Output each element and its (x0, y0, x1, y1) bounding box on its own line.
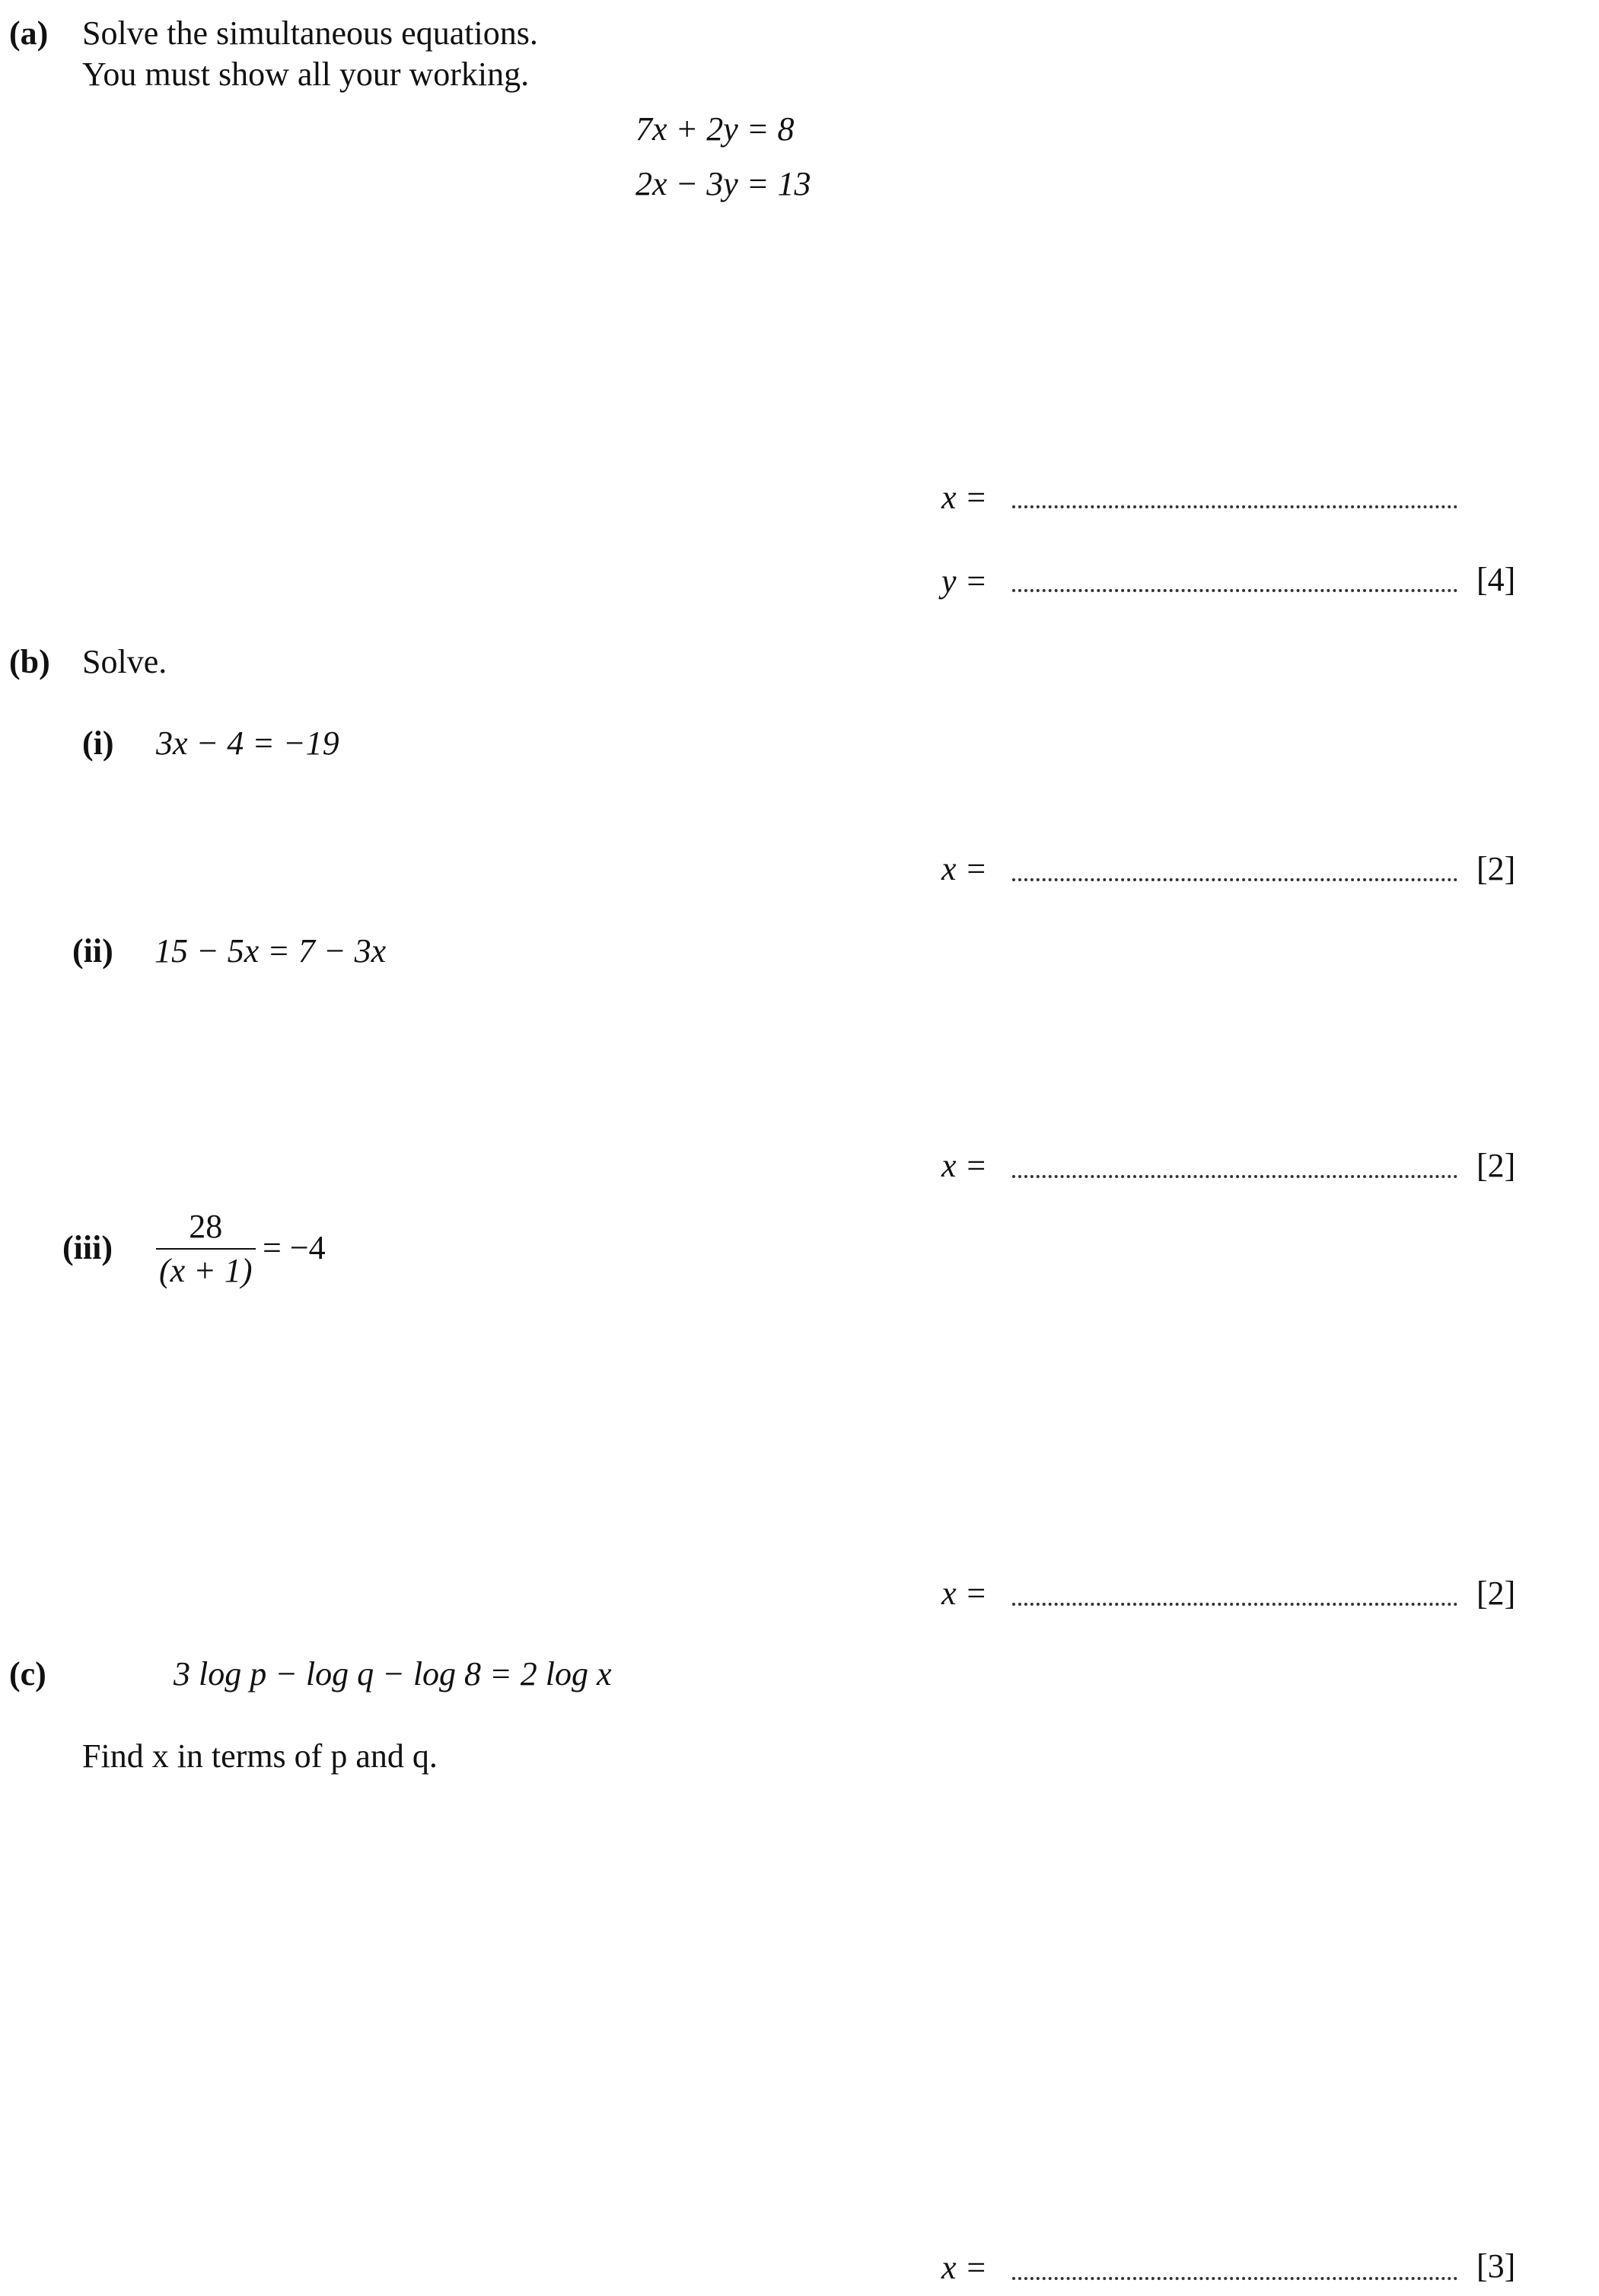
part-b-i-answer-field[interactable] (1012, 878, 1457, 881)
part-b-iii-label: (iii) (62, 1229, 113, 1266)
part-b-ii-equation: 15 − 5x = 7 − 3x (154, 932, 387, 970)
part-a-equation-2-text: 2x − 3y = 13 (635, 165, 811, 202)
part-a-equation-1-text: 7x + 2y = 8 (635, 110, 795, 148)
part-a-answer-y-field[interactable] (1012, 589, 1457, 592)
part-a-equation-2 (635, 167, 811, 201)
part-a-instruction-1: Solve the simultaneous equations. (82, 14, 538, 52)
part-b-iii-rhs: = −4 (263, 1229, 326, 1266)
part-b-iii-denominator: (x + 1) (159, 1252, 253, 1289)
part-a-marks: [4] (1476, 561, 1516, 598)
part-b-iii-answer-field[interactable] (1012, 1603, 1457, 1606)
part-a-label: (a) (9, 14, 49, 52)
part-b-label: (b) (9, 643, 50, 680)
part-c-equation: 3 log p − log q − log 8 = 2 log x (174, 1655, 612, 1693)
part-b-i-marks: [2] (1476, 850, 1516, 887)
part-b-iii-answer-label: x = (941, 1575, 988, 1612)
part-a-answer-y-label: y = (941, 562, 988, 600)
part-b-i-equation: 3x − 4 = −19 (156, 724, 339, 762)
part-c-instruction: Find x in terms of p and q. (82, 1737, 438, 1775)
part-b-ii-answer-field[interactable] (1012, 1175, 1457, 1178)
part-c-answer-label: x = (941, 2249, 988, 2286)
part-b-ii-label: (ii) (72, 932, 113, 970)
part-a-instruction-2: You must show all your working. (82, 56, 530, 93)
part-b-iii-numerator: 28 (189, 1208, 223, 1245)
part-b-instruction: Solve. (82, 643, 167, 680)
part-b-iii-fraction (156, 1210, 256, 1288)
part-c-marks: [3] (1476, 2247, 1516, 2285)
part-b-i-label: (i) (82, 724, 114, 762)
part-c-label: (c) (9, 1655, 46, 1693)
part-c-answer-field[interactable] (1012, 2277, 1457, 2280)
part-b-iii-marks: [2] (1476, 1575, 1516, 1612)
part-b-ii-marks: [2] (1476, 1147, 1516, 1184)
part-a-answer-x-label: x = (941, 479, 988, 516)
part-b-i-answer-label: x = (941, 850, 988, 887)
part-a-equation-1 (635, 110, 795, 148)
part-b-ii-answer-label: x = (941, 1147, 988, 1184)
part-a-answer-x-field[interactable] (1012, 505, 1457, 508)
